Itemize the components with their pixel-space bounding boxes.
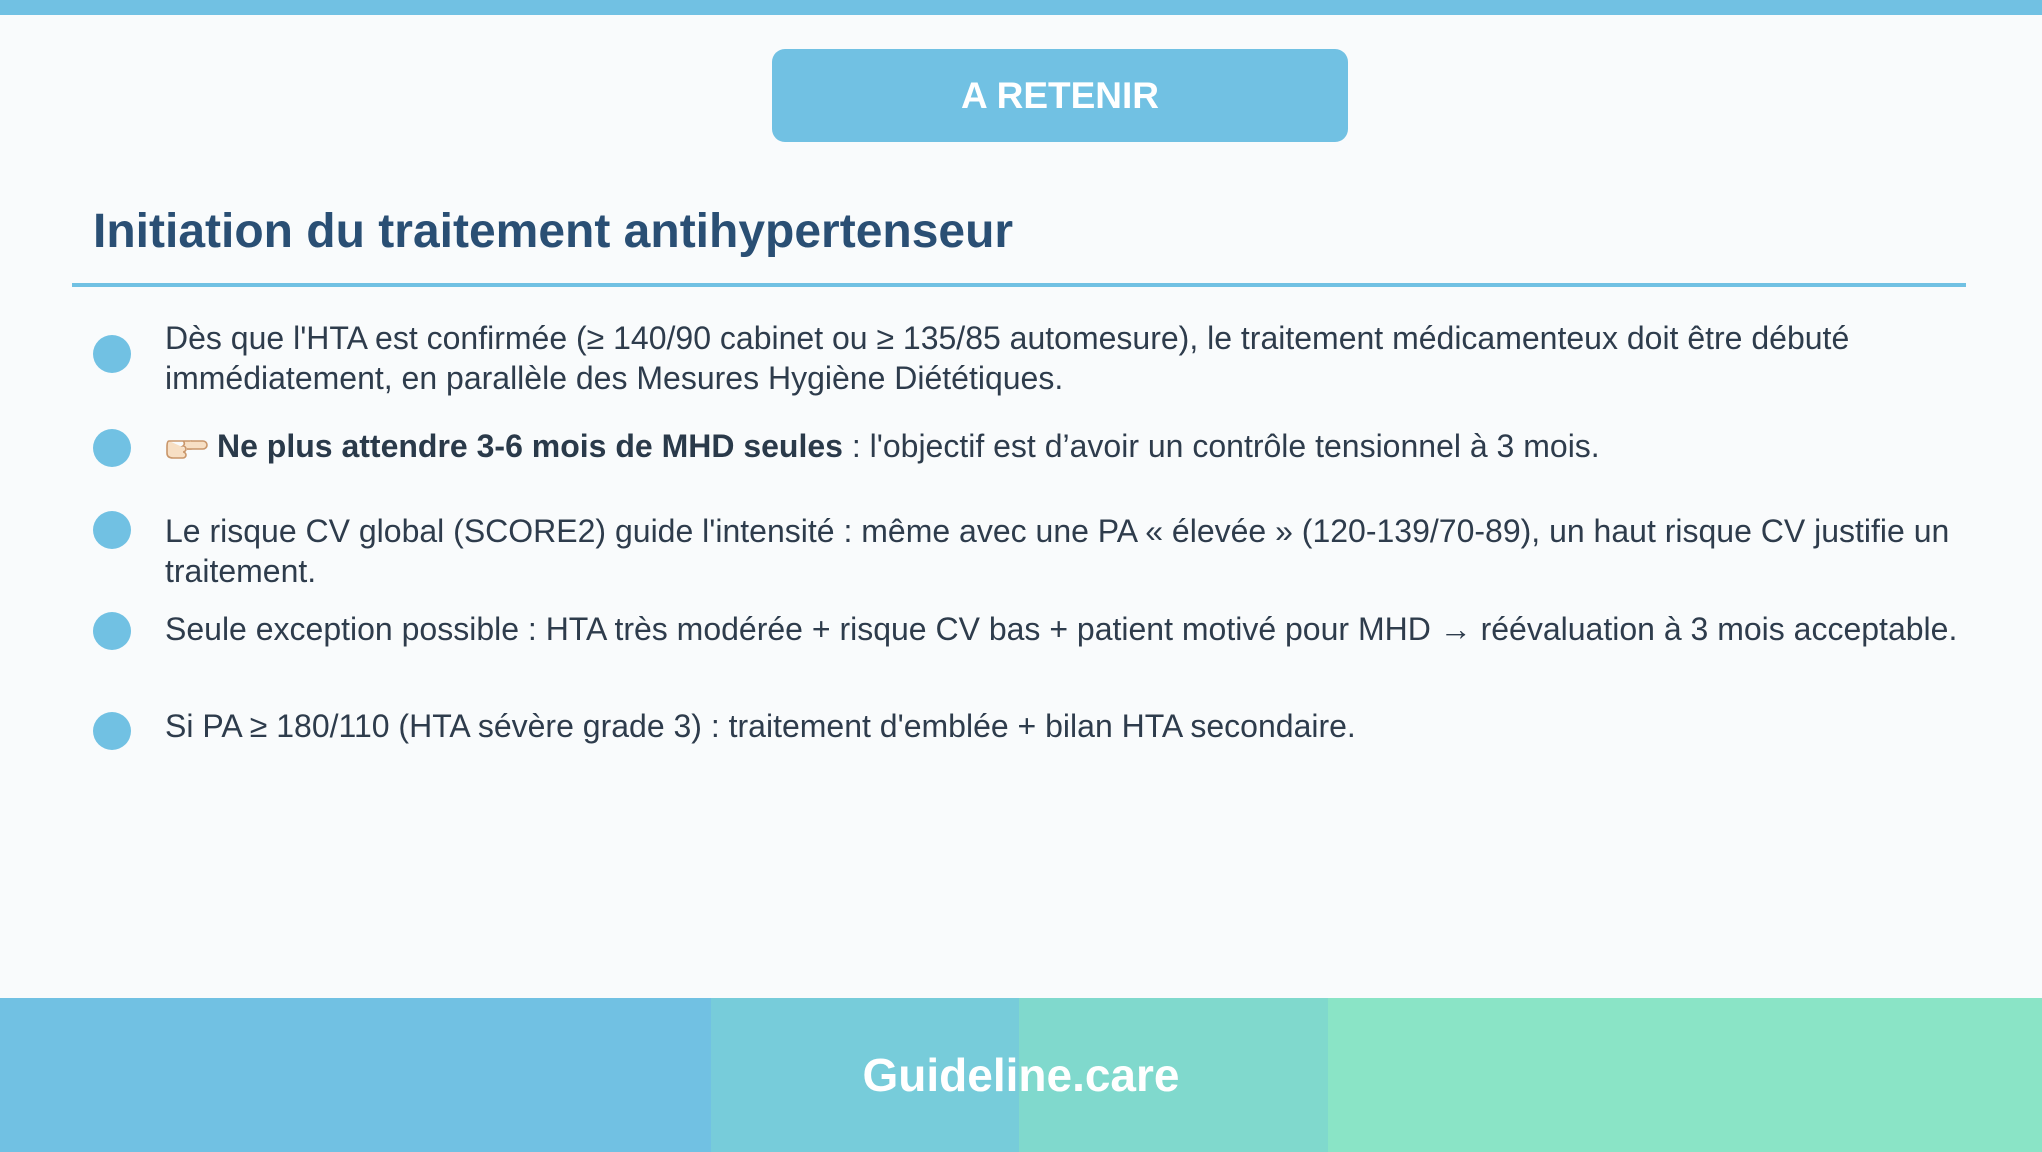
a-retenir-badge: A RETENIR <box>772 49 1348 142</box>
bullet-dot-icon <box>93 712 131 750</box>
bullet-text <box>165 426 2025 466</box>
bullet-text: Le risque CV global (SCORE2) guide l'intensité : même avec une PA « élevée » (120-139/70-89), un haut risque CV justifie un traitement. <box>165 513 1950 589</box>
bullet-dot-icon <box>93 511 131 549</box>
pointing-right-hand-icon <box>165 426 209 466</box>
top-accent-bar <box>0 0 2042 15</box>
title-divider <box>72 283 1966 287</box>
bullet-dot-icon <box>93 335 131 373</box>
footer-brand: Guideline.care <box>862 1049 1180 1101</box>
bullet-dot-icon <box>93 612 131 650</box>
bullet-text: Dès que l'HTA est confirmée (≥ 140/90 cabinet ou ≥ 135/85 automesure), le traitement médicamenteux doit être débuté immédiatement, en parallèle des Mesures Hygiène Diététiques. <box>165 320 1850 396</box>
footer <box>0 998 2042 1152</box>
bullet-bold-text: Ne plus attendre 3-6 mois de MHD seules <box>217 428 843 464</box>
bullet-text: Si PA ≥ 180/110 (HTA sévère grade 3) : traitement d'emblée + bilan HTA secondaire. <box>165 708 1356 744</box>
bullet-dot-icon <box>93 429 131 467</box>
section-title: Initiation du traitement antihypertenseur <box>93 205 1014 258</box>
bullet-text: Seule exception possible : HTA très modérée + risque CV bas + patient motivé pour MHD → réévaluation à 3 mois acceptable. <box>165 611 1958 647</box>
bullet-rest-text: : l'objectif est d’avoir un contrôle tensionnel à 3 mois. <box>842 428 1600 464</box>
